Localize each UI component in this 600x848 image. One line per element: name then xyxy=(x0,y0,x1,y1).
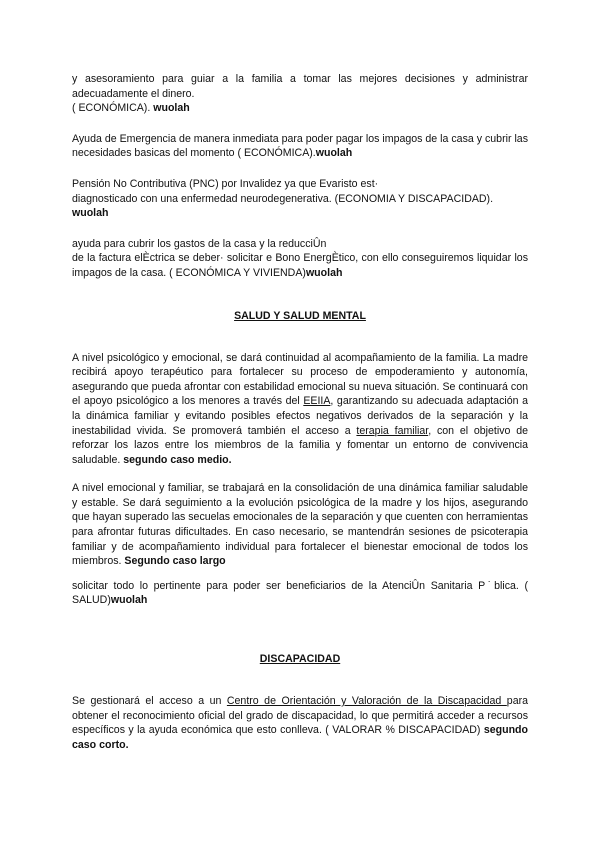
link-eeiia[interactable]: EEIIA xyxy=(303,395,331,408)
paragraph-ayuda-emergencia xyxy=(72,132,528,161)
wuolah-tag: wuolah xyxy=(305,266,343,279)
paragraph-text: Ayuda de Emergencia de manera inmediata para poder pagar los impagos de la casa y cubrir las necesidades basicas del momento ( ECONÓMICA). xyxy=(72,132,528,160)
paragraph-text: Pensión No Contributiva (PNC) por Invalidez ya que Evaristo est· xyxy=(72,177,379,190)
section-heading-salud: SALUD Y SALUD MENTAL xyxy=(234,309,366,322)
link-centro-orientacion[interactable]: Centro de Orientación y Valoración de la Discapacidad xyxy=(226,695,507,708)
paragraph-pension xyxy=(72,177,528,221)
paragraph-text: de la factura elÈctrica se deber· solicitar e Bono EnergÈtico, con ello conseguiremos liquidar los impagos de la casa. ( ECONÓMICA Y VIVIENDA) xyxy=(72,252,528,279)
paragraph-text: diagnosticado con una enfermedad neurodegenerativa. (ECONOMIA Y DISCAPACIDAD). xyxy=(72,192,494,205)
wuolah-tag: wuolah xyxy=(153,102,190,115)
paragraph-text: Se gestionará el acceso a un xyxy=(72,695,227,708)
wuolah-tag: wuolah xyxy=(315,147,353,160)
document-page xyxy=(72,72,528,752)
case-label: segundo caso corto. xyxy=(72,724,528,751)
paragraph-text: A nivel psicológico y emocional, se dará continuidad al acompañamiento de la familia. La madre recibirá apoyo terapéutico para fortalecer su proceso de empoderamiento y autonomía, asegurando que pueda afrontar con estabilidad emocional su nueva situación. Se continuará con el apoyo psicológico a los menores a través del xyxy=(72,351,528,408)
paragraph-text: para obtener el reconocimiento oficial del grado de discapacidad, lo que permitirá acceder a recursos específicos y la ayuda económica que esto conlleva. ( VALORAR % DISCAPACIDAD) xyxy=(72,695,528,737)
paragraph-salud-3 xyxy=(72,579,528,608)
paragraph-salud-2 xyxy=(72,481,528,569)
paragraph-text: y asesoramiento para guiar a la familia a tomar las mejores decisiones y administrar adecuadamente el dinero. xyxy=(72,73,528,100)
link-terapia-familiar[interactable]: terapia familiar xyxy=(356,424,429,437)
paragraph-text: A nivel emocional y familiar, se trabajará en la consolidación de una dinámica familiar saludable y estable. Se dará seguimiento a la evolución psicológica de la madre y los hijos, asegurando que hayan superado las secuelas emocionales de la separación y que cuenten con herramientas para afrontar futuras dificultades. En caso necesario, se mantendrán sesiones de psicoterapia familiar y de acompañamiento individual para fortalecer el bienestar emocional de todos los miembros. xyxy=(72,482,528,568)
paragraph-text: , garantizando su adecuada adaptación a la dinámica familiar y evitando posibles efectos negativos derivados de la separación y la inestabilidad vivida. Se promoverá también el acceso a xyxy=(72,395,528,437)
wuolah-tag: wuolah xyxy=(110,594,148,607)
wuolah-tag: wuolah xyxy=(72,207,109,220)
section-heading-discapacidad: DISCAPACIDAD xyxy=(259,653,341,666)
paragraph-discapacidad xyxy=(72,694,528,752)
paragraph-asesoramiento xyxy=(72,72,528,116)
case-label: segundo caso medio. xyxy=(123,453,232,466)
case-label: Segundo caso largo xyxy=(124,555,226,568)
paragraph-text: ayuda para cubrir los gastos de la casa y la reducciÛn xyxy=(72,237,327,250)
paragraph-bono-energetico xyxy=(72,237,528,281)
paragraph-salud-1 xyxy=(72,351,528,468)
category-label: ( ECONÓMICA). xyxy=(72,102,151,115)
paragraph-text: solicitar todo lo pertinente para poder ser beneficiarios de la AtenciÛn Sanitaria P˙blica. ( SALUD) xyxy=(72,579,528,607)
paragraph-text: , con el objetivo de reforzar los lazos entre los miembros de la familia y fomentar un entorno de convivencia saludable. xyxy=(72,424,529,466)
